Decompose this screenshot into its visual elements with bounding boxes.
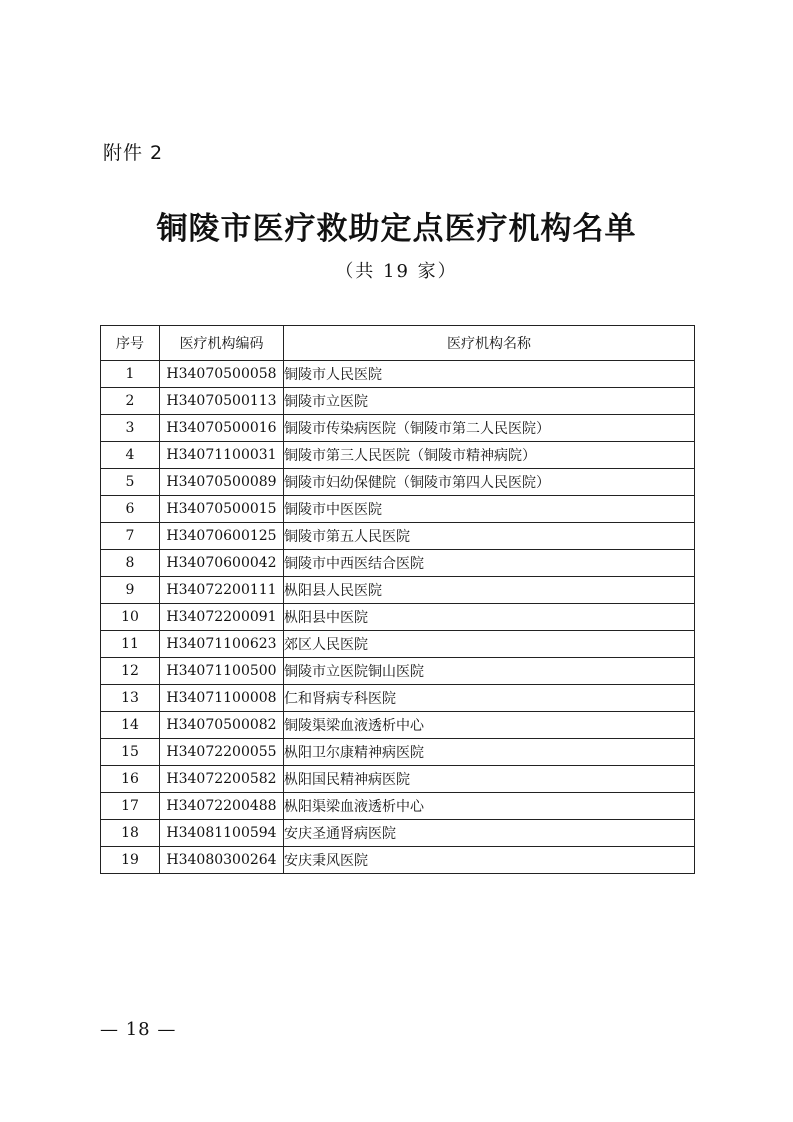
serial-number-cell: 1 — [101, 361, 160, 388]
institution-code-cell: H34081100594 — [160, 820, 284, 847]
table-header — [101, 326, 695, 361]
serial-number-cell: 6 — [101, 496, 160, 523]
table-row — [101, 469, 695, 496]
institution-code-cell: H34070500113 — [160, 388, 284, 415]
serial-number-cell: 14 — [101, 712, 160, 739]
table-row — [101, 442, 695, 469]
table-row — [101, 523, 695, 550]
table-row — [101, 361, 695, 388]
table-row — [101, 766, 695, 793]
serial-number-cell: 16 — [101, 766, 160, 793]
institution-code-cell: H34070500089 — [160, 469, 284, 496]
table-row — [101, 712, 695, 739]
institution-code-cell: H34072200111 — [160, 577, 284, 604]
institution-code-cell: H34080300264 — [160, 847, 284, 874]
serial-number-cell: 17 — [101, 793, 160, 820]
table-header-row — [101, 326, 695, 361]
header-institution-name: 医疗机构名称 — [284, 326, 695, 361]
institution-name-cell: 郊区人民医院 — [284, 631, 695, 658]
table-row — [101, 577, 695, 604]
table-body — [101, 361, 695, 874]
serial-number-cell: 8 — [101, 550, 160, 577]
institution-name-cell: 铜陵市妇幼保健院（铜陵市第四人民医院） — [284, 469, 695, 496]
institution-code-cell: H34072200055 — [160, 739, 284, 766]
table-row — [101, 847, 695, 874]
institution-code-cell: H34072200488 — [160, 793, 284, 820]
institution-name-cell: 枞阳国民精神病医院 — [284, 766, 695, 793]
institution-code-cell: H34070600125 — [160, 523, 284, 550]
table-row — [101, 739, 695, 766]
institution-code-cell: H34070500082 — [160, 712, 284, 739]
institution-code-cell: H34071100008 — [160, 685, 284, 712]
institution-table — [100, 325, 695, 874]
header-serial-number: 序号 — [101, 326, 160, 361]
table-row — [101, 631, 695, 658]
institution-code-cell: H34070500058 — [160, 361, 284, 388]
table-row — [101, 496, 695, 523]
institution-name-cell: 安庆圣通肾病医院 — [284, 820, 695, 847]
institution-name-cell: 铜陵市立医院 — [284, 388, 695, 415]
serial-number-cell: 7 — [101, 523, 160, 550]
serial-number-cell: 19 — [101, 847, 160, 874]
institution-name-cell: 铜陵市人民医院 — [284, 361, 695, 388]
page-number: — 18 — — [100, 1019, 177, 1040]
serial-number-cell: 9 — [101, 577, 160, 604]
table-row — [101, 550, 695, 577]
serial-number-cell: 12 — [101, 658, 160, 685]
serial-number-cell: 5 — [101, 469, 160, 496]
institution-name-cell: 铜陵市第五人民医院 — [284, 523, 695, 550]
serial-number-cell: 15 — [101, 739, 160, 766]
serial-number-cell: 4 — [101, 442, 160, 469]
table-row — [101, 658, 695, 685]
institution-code-cell: H34071100623 — [160, 631, 284, 658]
institution-name-cell: 枞阳渠梁血液透析中心 — [284, 793, 695, 820]
attachment-label: 附件 2 — [103, 142, 164, 164]
table-row — [101, 820, 695, 847]
serial-number-cell: 18 — [101, 820, 160, 847]
document-title: 铜陵市医疗救助定点医疗机构名单 — [156, 211, 637, 247]
table-row — [101, 793, 695, 820]
table-row — [101, 604, 695, 631]
institution-name-cell: 枞阳县人民医院 — [284, 577, 695, 604]
institution-name-cell: 铜陵市第三人民医院（铜陵市精神病院） — [284, 442, 695, 469]
table-row — [101, 415, 695, 442]
institution-name-cell: 安庆秉风医院 — [284, 847, 695, 874]
institution-name-cell: 枞阳卫尔康精神病医院 — [284, 739, 695, 766]
institution-code-cell: H34071100500 — [160, 658, 284, 685]
table-row — [101, 388, 695, 415]
institution-name-cell: 铜陵市中医医院 — [284, 496, 695, 523]
institution-code-cell: H34072200091 — [160, 604, 284, 631]
serial-number-cell: 13 — [101, 685, 160, 712]
institution-name-cell: 仁和肾病专科医院 — [284, 685, 695, 712]
institution-code-cell: H34071100031 — [160, 442, 284, 469]
serial-number-cell: 3 — [101, 415, 160, 442]
institution-code-cell: H34070500016 — [160, 415, 284, 442]
institution-name-cell: 铜陵渠梁血液透析中心 — [284, 712, 695, 739]
document-subtitle: （共 19 家） — [335, 261, 458, 282]
table-row — [101, 685, 695, 712]
institution-name-cell: 铜陵市立医院铜山医院 — [284, 658, 695, 685]
institution-name-cell: 枞阳县中医院 — [284, 604, 695, 631]
institution-name-cell: 铜陵市中西医结合医院 — [284, 550, 695, 577]
institution-name-cell: 铜陵市传染病医院（铜陵市第二人民医院） — [284, 415, 695, 442]
serial-number-cell: 10 — [101, 604, 160, 631]
header-institution-code: 医疗机构编码 — [160, 326, 284, 361]
serial-number-cell: 11 — [101, 631, 160, 658]
institution-code-cell: H34070600042 — [160, 550, 284, 577]
institution-code-cell: H34072200582 — [160, 766, 284, 793]
serial-number-cell: 2 — [101, 388, 160, 415]
institution-code-cell: H34070500015 — [160, 496, 284, 523]
